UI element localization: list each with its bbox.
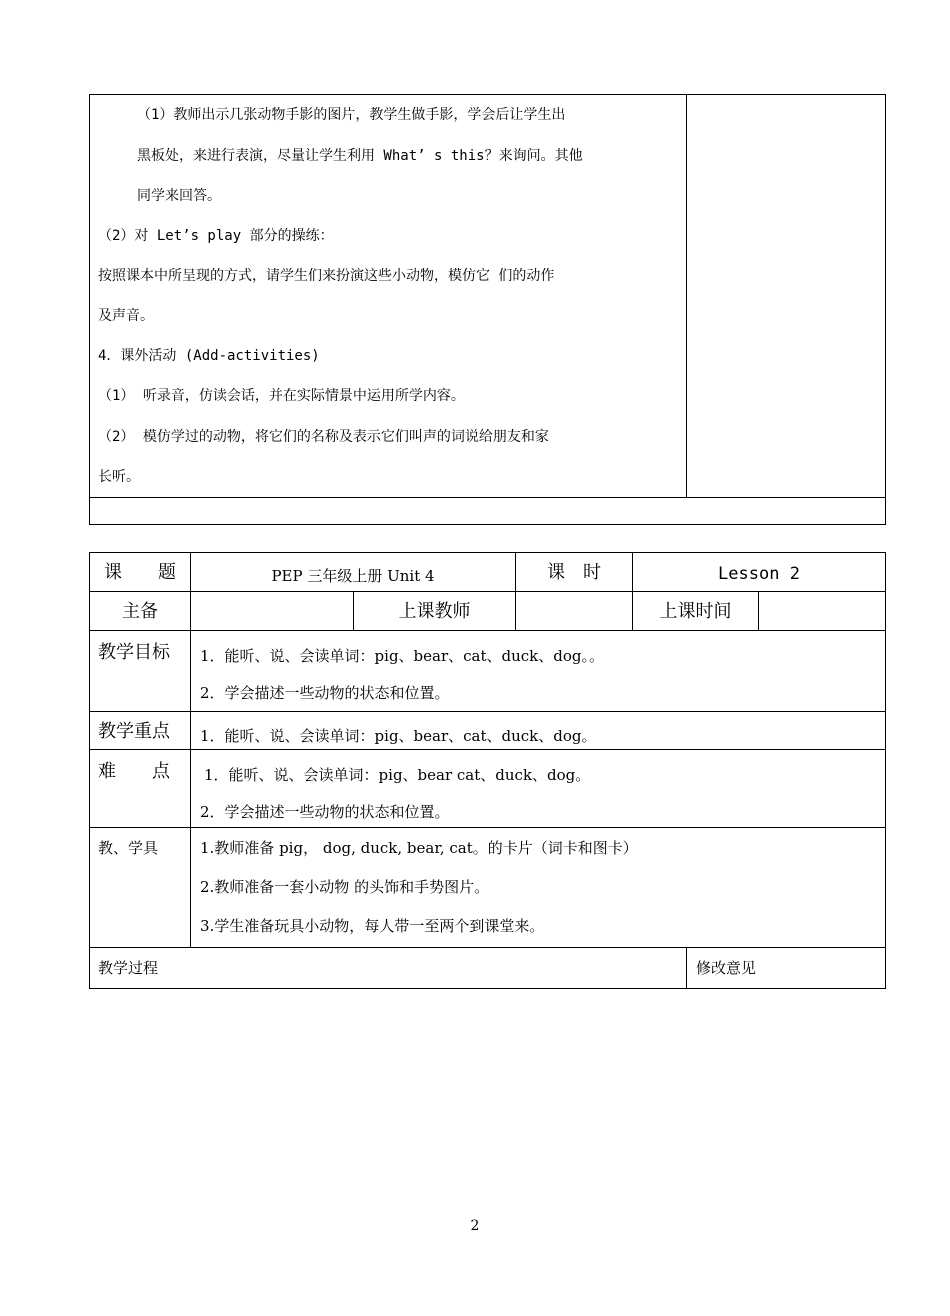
key-item: 1．能听、说、会读单词：pig、bear、cat、duck、dog。 bbox=[200, 727, 597, 745]
revise-label: 修改意见 bbox=[696, 959, 757, 977]
key-label: 教学重点 bbox=[98, 721, 170, 742]
tools-item-3: 3.学生准备玩具小动物，每人带一至两个到课堂来。 bbox=[200, 917, 545, 935]
activity-line-4: （2）对 Let’s play 部分的操练： bbox=[98, 228, 334, 244]
process-label: 教学过程 bbox=[98, 959, 159, 977]
activity-line-10: 长听。 bbox=[98, 469, 140, 485]
time-label: 上课时间 bbox=[659, 601, 732, 622]
activity-line-7: 4．课外活动 (Add-activities) bbox=[98, 348, 320, 364]
activity-line-9: （2） 模仿学过的动物，将它们的名称及表示它们叫声的词说给朋友和家 bbox=[98, 429, 549, 445]
diff-item-2: 2．学会描述一些动物的状态和位置。 bbox=[200, 803, 450, 821]
topic-value: PEP 三年级上册 Unit 4 bbox=[271, 567, 435, 585]
activity-line-6: 及声音。 bbox=[98, 308, 154, 324]
topic-label: 课 题 bbox=[104, 562, 176, 583]
page-number: 2 bbox=[470, 1218, 480, 1234]
activity-line-3: 同学来回答。 bbox=[137, 188, 221, 204]
activity-line-2: 黑板处，来进行表演，尽量让学生利用 What’ s this？来询问。其他 bbox=[137, 148, 583, 164]
diff-item-1: 1．能听、说、会读单词：pig、bear cat、duck、dog。 bbox=[204, 766, 591, 784]
teacher-label: 上课教师 bbox=[398, 601, 471, 622]
tools-item-1: 1.教师准备 pig， dog, duck, bear, cat。的卡片（词卡和图卡） bbox=[200, 839, 638, 857]
period-value: Lesson 2 bbox=[718, 564, 800, 584]
goal-item-2: 2．学会描述一些动物的状态和位置。 bbox=[200, 684, 450, 702]
tools-label: 教、学具 bbox=[98, 839, 159, 857]
prep-label: 主备 bbox=[122, 601, 158, 622]
goals-label: 教学目标 bbox=[98, 642, 170, 663]
activity-line-5: 按照课本中所呈现的方式，请学生们来扮演这些小动物，模仿它 们的动作 bbox=[98, 268, 555, 284]
activity-line-1: （1）教师出示几张动物手影的图片，教学生做手影，学会后让学生出 bbox=[137, 107, 566, 123]
diff-label: 难 点 bbox=[98, 761, 170, 782]
tools-item-2: 2.教师准备一套小动物 的头饰和手势图片。 bbox=[200, 878, 490, 896]
goal-item-1: 1．能听、说、会读单词：pig、bear、cat、duck、dog。。 bbox=[200, 647, 604, 665]
period-label: 课 时 bbox=[547, 562, 601, 583]
activity-line-8: （1） 听录音，仿读会话，并在实际情景中运用所学内容。 bbox=[98, 388, 465, 404]
